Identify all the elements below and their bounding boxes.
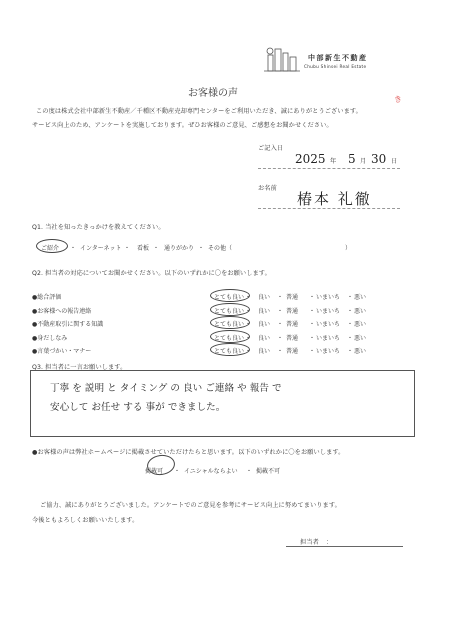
q1-sep-1: ・ (70, 245, 77, 252)
entry-date-label: ご記入日 (258, 145, 284, 152)
q2-separator: ・ (309, 294, 316, 301)
q2-separator: ・ (309, 334, 316, 342)
publish-option-allowed[interactable]: 掲載可 (145, 468, 164, 475)
closing-line-2: 今後ともよろしくお願いいたします。 (32, 517, 139, 524)
q2-separator: ・ (277, 294, 284, 301)
publish-label: ●お客様の声は弊社ホームページに掲載させていただけたらと思います。以下のいずれかに〇をお願いします。 (32, 449, 345, 456)
q2-option[interactable]: 良い (258, 321, 271, 328)
q2-option[interactable]: 普通 (286, 307, 299, 315)
staff-label: 担当者 (300, 539, 319, 546)
q1-sep-2: ・ (124, 245, 131, 252)
q2-option[interactable]: とても良い (214, 348, 245, 355)
q2-separator: ・ (347, 307, 354, 315)
publish-sep-1: ・ (174, 468, 181, 475)
entry-day: 30 (371, 152, 387, 166)
q2-option[interactable]: いまいち (316, 294, 341, 301)
entry-month: 5 (348, 152, 356, 166)
q2-selected-circle (210, 303, 250, 316)
q2-separator: ・ (245, 334, 252, 342)
q2-selected-circle (210, 289, 250, 302)
q2-option[interactable]: 普通 (286, 334, 299, 342)
q3-label: Q3. 担当者に一言お願いします。 (32, 364, 127, 371)
publish-option-denied[interactable]: 掲載不可 (256, 468, 281, 475)
q1-option-other[interactable]: その他（ (208, 245, 233, 252)
q2-option[interactable]: 良い (258, 334, 271, 342)
q2-separator: ・ (347, 321, 354, 328)
q2-separator: ・ (277, 334, 284, 342)
q2-selected-circle (210, 316, 250, 329)
q2-option[interactable]: 普通 (286, 348, 299, 355)
intro-line-2: サービス向上のため、アンケートを実施しております。ぜひお客様のご意見、ご感想をお聞かせください。 (32, 122, 333, 129)
q2-option[interactable]: 良い (258, 294, 271, 301)
staff-colon: ： (326, 539, 333, 546)
publish-option-initial[interactable]: イニシャルならよい (184, 468, 238, 475)
q2-separator: ・ (277, 321, 284, 328)
q2-separator: ・ (245, 307, 252, 315)
entry-day-unit: 日 (391, 158, 398, 165)
q2-option[interactable]: いまいち (316, 307, 341, 315)
q2-separator: ・ (347, 334, 354, 342)
q2-label: Q2. 担当者の対応についてお聞かせください。以下のいずれかに〇をお願いします。 (32, 270, 271, 277)
logo-name-jp: 中部新生不動産 (308, 54, 368, 62)
q2-separator: ・ (277, 307, 284, 315)
q2-option[interactable]: 悪い (354, 294, 367, 301)
publish-sep-2: ・ (246, 468, 253, 475)
q2-option[interactable]: とても良い (214, 294, 245, 301)
company-logo (262, 45, 402, 75)
entry-month-unit: 月 (360, 158, 367, 165)
q1-selected-circle (36, 239, 68, 253)
stamp-mark: き (393, 94, 403, 105)
q1-close-paren: ） (345, 245, 352, 252)
closing-line-1: ご協力、誠にありがとうございました。アンケートでのご意見を参考にサービス向上に努めてまいります。 (40, 502, 341, 509)
page-title: お客様の声 (188, 88, 238, 99)
q2-row-label: ●総合評価 (32, 294, 62, 301)
entry-year: 2025 (295, 152, 326, 166)
q2-separator: ・ (309, 321, 316, 328)
q2-option[interactable]: 悪い (354, 348, 367, 355)
date-underline (258, 168, 400, 169)
q3-answer-line-2: 安心して お任せ する 事が できました。 (50, 402, 226, 413)
q2-separator: ・ (245, 294, 252, 301)
name-label: お名前 (258, 185, 277, 192)
q2-option[interactable]: 悪い (354, 321, 367, 328)
q2-option[interactable]: 良い (258, 348, 271, 355)
q1-sep-4: ・ (198, 245, 205, 252)
q2-option[interactable]: 普通 (286, 294, 299, 301)
q2-separator: ・ (277, 348, 284, 355)
q2-separator: ・ (347, 294, 354, 301)
q2-selected-circle (210, 343, 250, 356)
q2-option[interactable]: いまいち (316, 334, 341, 342)
q2-option[interactable]: とても良い (214, 334, 245, 342)
q1-option-signboard[interactable]: 看板 (137, 245, 150, 252)
q1-sep-3: ・ (153, 245, 160, 252)
building-logo-icon (262, 45, 302, 73)
staff-underline (286, 546, 403, 547)
q1-option-referral[interactable]: ご紹介 (41, 245, 60, 252)
name-value: 椿本 礼徹 (297, 190, 372, 208)
intro-line-1: この度は株式会社中部新生不動産／千種区不動産売却専門センターをご利用いただき、誠にありがとうございます。 (36, 108, 362, 115)
q2-option[interactable]: 良い (258, 307, 271, 315)
q3-answer-line-1: 丁寧 を 説明 と タイミング の 良い ご連絡 や 報告 で (50, 383, 282, 394)
q2-option[interactable]: いまいち (316, 321, 341, 328)
q2-separator: ・ (347, 348, 354, 355)
q1-option-passing[interactable]: 通りがかり (164, 245, 195, 252)
q1-label: Q1. 当社を知ったきっかけを教えてください。 (32, 224, 165, 231)
q2-option[interactable]: 悪い (354, 307, 367, 315)
q2-option[interactable]: 普通 (286, 321, 299, 328)
q2-row-label: ●身だしなみ (32, 334, 68, 342)
q2-option[interactable]: 悪い (354, 334, 367, 342)
q2-row-label: ●お客様への報告連絡 (32, 307, 92, 315)
q2-option[interactable]: いまいち (316, 348, 341, 355)
entry-year-unit: 年 (330, 158, 337, 165)
name-underline (258, 208, 400, 209)
q2-row-label: ●不動産取引に関する知識 (32, 321, 104, 328)
q2-option[interactable]: とても良い (214, 307, 245, 315)
q2-row-label: ●言葉づかい・マナー (32, 348, 92, 355)
q1-option-internet[interactable]: インターネット (80, 245, 122, 252)
q2-separator: ・ (245, 348, 252, 355)
q2-separator: ・ (245, 321, 252, 328)
q2-separator: ・ (309, 348, 316, 355)
q2-separator: ・ (309, 307, 316, 315)
logo-name-en: Chubu Shinsei Real Estate (304, 64, 367, 69)
q2-selected-circle (210, 330, 250, 343)
q2-option[interactable]: とても良い (214, 321, 245, 328)
